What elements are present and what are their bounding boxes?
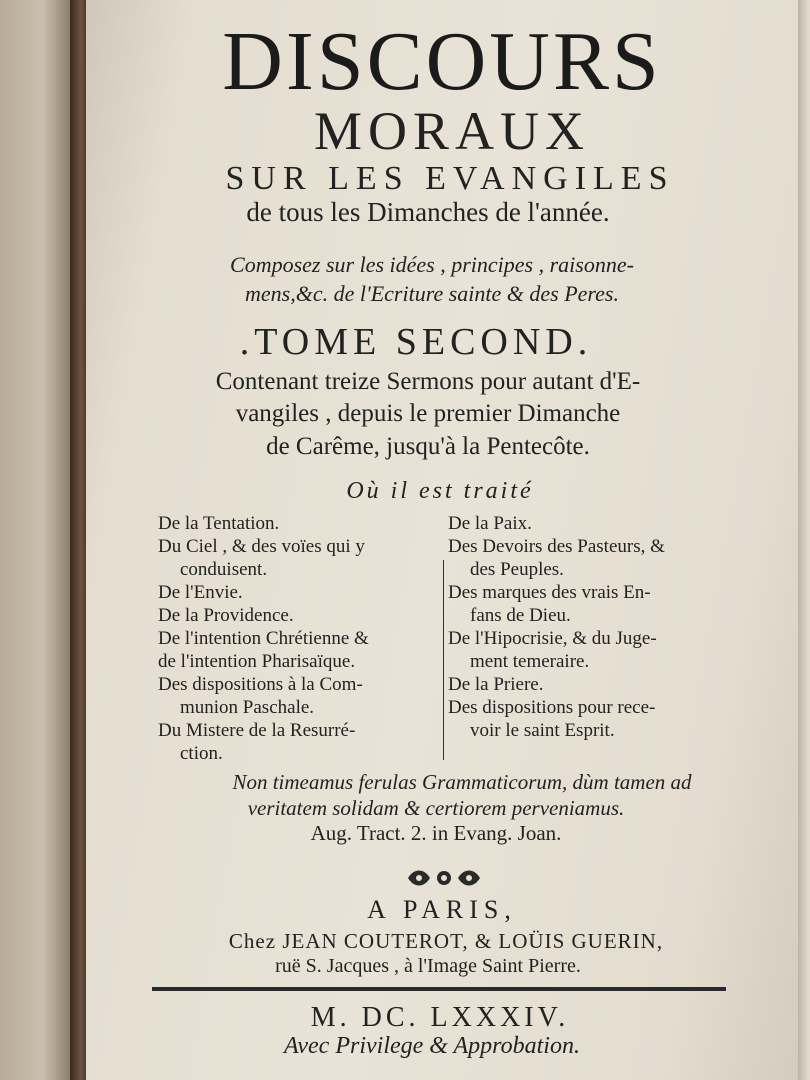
imprint-privilege: Avec Privilege & Approbation. [284,1033,580,1059]
topics-left-column [158,512,448,765]
fleuron-ornament-icon [404,866,484,890]
topics-right-column [448,512,738,742]
topic-line: ction. [180,743,223,764]
topic-line: Du Mistere de la Resurré- [158,720,356,741]
contents-line-1: Contenant treize Sermons pour autant d'E- [215,368,641,395]
volume-heading: .TOME SECOND. [239,321,593,363]
topic-line: De l'Hipocrisie, & du Juge- [448,628,657,649]
title-line-3: SUR LES EVANGILES [225,160,675,197]
topic-line: De la Tentation. [158,513,280,534]
topic-line: de l'intention Pharisaïque. [158,651,356,672]
title-line-4: de tous les Dimanches de l'année. [246,197,610,227]
imprint-address: ruë S. Jacques , à l'Image Saint Pierre. [275,955,581,977]
subtitle-line-2: mens,&c. de l'Ecriture sainte & des Peres. [245,281,619,306]
topic-line: Des marques des vrais En- [448,582,651,603]
topic-line: De la Providence. [158,605,294,626]
topic-line: ment temeraire. [470,651,590,672]
topic-line: conduisent. [180,559,268,580]
topic-line: De la Paix. [448,513,532,534]
title-page [86,0,798,1080]
quote-citation: Aug. Tract. 2. in Evang. Joan. [310,821,562,845]
contents-line-2: vangiles , depuis le premier Dimanche [235,400,621,427]
imprint-city: A PARIS, [367,895,517,924]
imprint-publisher: Chez JEAN COUTEROT, & LOÜIS GUERIN, [228,929,664,953]
title-line-2: MORAUX [313,101,591,161]
column-divider [443,560,444,760]
horizontal-rule [152,987,726,991]
quote-line-1: Non timeamus ferulas Grammaticorum, dùm tamen ad [232,770,692,794]
book-cover-edge [0,0,78,1080]
topic-line: De la Priere. [448,674,544,695]
topics-heading: Où il est traité [346,478,534,504]
topic-line: fans de Dieu. [470,605,571,626]
topic-line: Du Ciel , & des voïes qui y [158,536,365,557]
topic-line: voir le saint Esprit. [470,720,615,741]
title-line-1: DISCOURS [222,15,662,108]
imprint-year: M. DC. LXXXIV. [310,1002,570,1033]
topic-line: Des dispositions à la Com- [158,674,363,695]
quote-line-2: veritatem solidam & certiorem perveniamus. [247,796,625,820]
topic-line: Des Devoirs des Pasteurs, & [448,536,665,557]
topic-line: De l'Envie. [158,582,243,603]
subtitle-line-1: Composez sur les idées , principes , raisonne- [230,252,634,277]
topic-line: De l'intention Chrétienne & [158,628,369,649]
topic-line: des Peuples. [470,559,564,580]
topic-line: Des dispositions pour rece- [448,697,656,718]
topic-line: munion Paschale. [180,697,315,718]
contents-line-3: de Carême, jusqu'à la Pentecôte. [266,433,590,460]
